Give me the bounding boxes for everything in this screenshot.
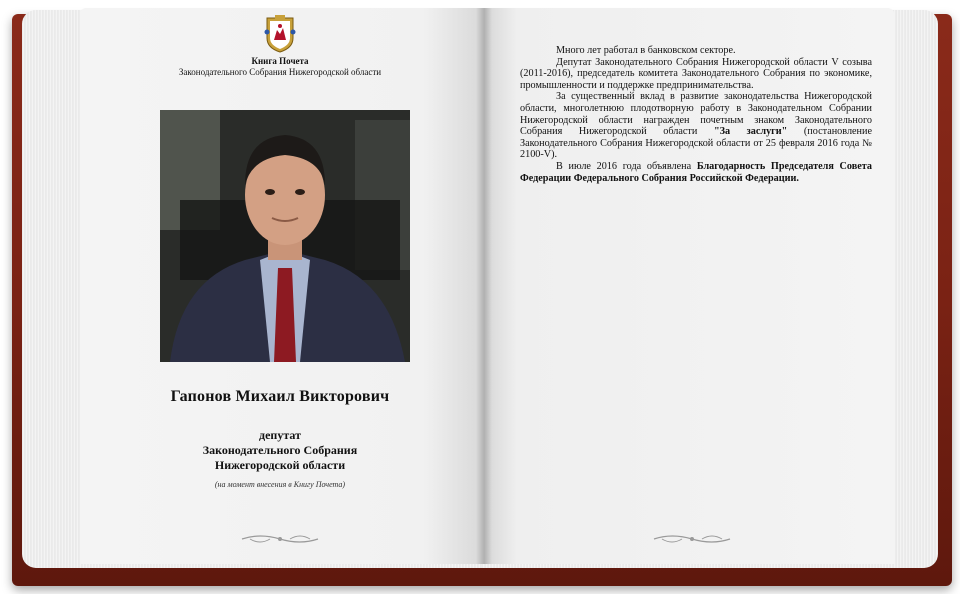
- ornament-icon: [652, 532, 732, 546]
- award-name: Благодарность Председателя Совета Федерации Федерального Собрания Российской Федерации.: [520, 160, 872, 184]
- entry-note: (на момент внесения в Книгу Почета): [214, 480, 346, 489]
- portrait-photo: [160, 110, 410, 362]
- bio-paragraph: Много лет работал в банковском секторе.: [556, 45, 736, 56]
- coat-of-arms-icon: [263, 14, 297, 54]
- person-role: [150, 428, 410, 473]
- bio-text: В июле 2016 года объявлена: [556, 160, 697, 172]
- ornament-icon: [240, 532, 320, 546]
- bio-paragraph: [520, 161, 872, 184]
- bio-text: (постановление Законодательного Собрания Нижегородской области от 25 февраля 2016 года № 2100-V).: [520, 126, 872, 161]
- book-title: Книга Почета: [251, 56, 309, 66]
- bio-text: За существенный вклад в развитие законодательства Нижегородской области, многолетнюю плодотворную работу в Законодательном Собрании Нижегородской области награжден почетным знаком Законодательного Собрания Нижегородской области: [520, 91, 872, 138]
- role-line-3: Нижегородской области: [214, 458, 346, 472]
- role-line-1: депутат: [259, 428, 301, 442]
- bio-paragraph: [520, 91, 872, 161]
- book-gutter: [476, 8, 492, 564]
- person-name: Гапонов Михаил Викторович: [170, 388, 390, 405]
- award-name: "За заслуги": [713, 126, 788, 138]
- role-line-2: Законодательного Собрания: [202, 443, 358, 457]
- book-subtitle: Законодательного Собрания Нижегородской области: [178, 67, 382, 77]
- biography: [520, 45, 872, 184]
- portrait-illustration: [160, 110, 410, 362]
- bio-paragraph: Депутат Законодательного Собрания Нижегородской области V созыва (2011-2016), председатель комитета Законодательного Собрания по экономике, промышленности и поддержке предпринимательства.: [520, 56, 872, 91]
